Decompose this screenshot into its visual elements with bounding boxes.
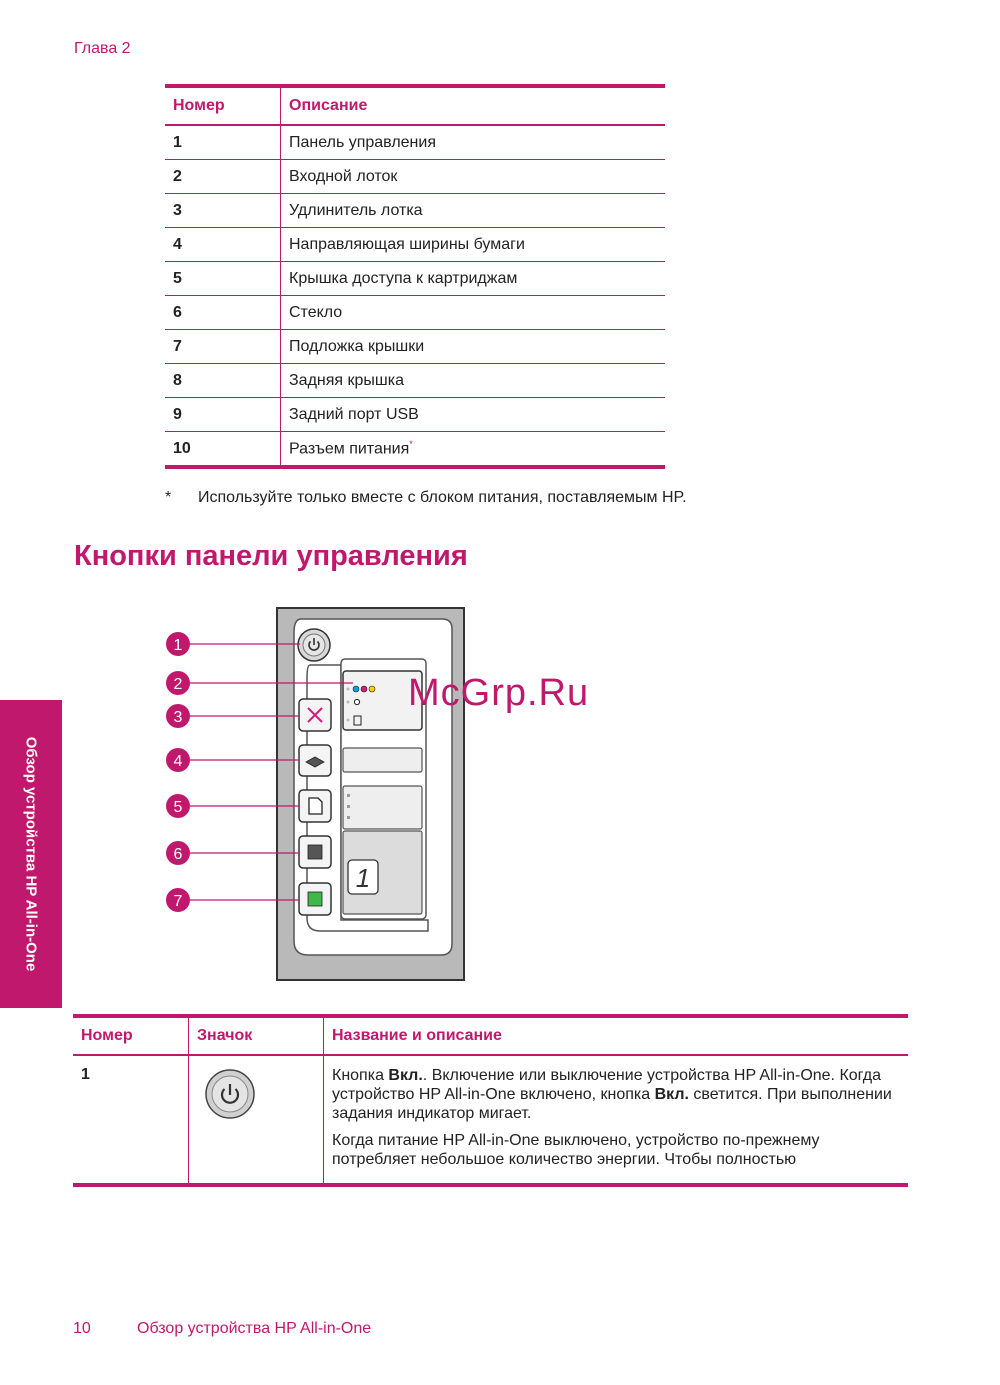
callout-label: 4	[173, 753, 183, 770]
table-row	[165, 160, 665, 194]
part-number: 5	[165, 262, 281, 296]
part-number: 2	[165, 160, 281, 194]
part-description	[281, 432, 666, 468]
description-text: . Включение или выключение устройства HP All-in-One. Когда устройство HP All-in-One включено, кнопка	[332, 1067, 882, 1103]
part-description: Крышка доступа к картриджам	[281, 262, 666, 296]
buttons-header-icon: Значок	[189, 1016, 324, 1055]
part-description: Задний порт USB	[281, 398, 666, 432]
display-led-3	[347, 719, 350, 722]
footnote-text: Используйте только вместе с блоком питания, поставляемым HP.	[198, 489, 687, 506]
green-square-icon	[308, 892, 322, 906]
parts-header-number: Номер	[165, 86, 281, 125]
button-icon-cell	[189, 1055, 324, 1185]
footnote-mark: *	[165, 489, 172, 506]
part-description: Направляющая ширины бумаги	[281, 228, 666, 262]
description-text: Кнопка	[332, 1067, 389, 1084]
display-bar	[343, 748, 422, 772]
display-bar	[343, 786, 422, 829]
power-icon	[197, 1066, 257, 1122]
part-description-text: Разъем питания	[289, 440, 410, 458]
part-number: 8	[165, 364, 281, 398]
side-tab-text: Обзор устройства HP All-in-One	[22, 736, 40, 972]
table-row	[165, 398, 665, 432]
black-square-icon	[308, 845, 322, 859]
table-row	[165, 194, 665, 228]
footer-title: Обзор устройства HP All-in-One	[137, 1320, 372, 1337]
indicator-dot	[347, 805, 350, 808]
display-led-2	[347, 701, 350, 704]
indicator-dot	[347, 816, 350, 819]
part-description: Удлинитель лотка	[281, 194, 666, 228]
callout-label: 1	[173, 637, 183, 654]
table-row	[165, 364, 665, 398]
part-description: Входной лоток	[281, 160, 666, 194]
parts-table	[165, 84, 665, 469]
part-number: 7	[165, 330, 281, 364]
page-number: 10	[73, 1320, 91, 1337]
display-led-1	[347, 688, 350, 691]
section-title: Кнопки панели управления	[74, 540, 468, 572]
chapter-label: Глава 2	[74, 40, 131, 57]
table-row	[73, 1055, 908, 1185]
indicator-dot	[347, 794, 350, 797]
copies-count: 1	[355, 863, 371, 893]
button-name: Вкл.	[388, 1067, 423, 1084]
control-panel-diagram	[160, 605, 470, 985]
table-row	[165, 228, 665, 262]
black-ink-icon	[354, 699, 359, 704]
callout-label: 2	[173, 676, 183, 693]
yellow-ink-icon	[369, 686, 375, 692]
part-description: Подложка крышки	[281, 330, 666, 364]
callout-label: 3	[173, 709, 183, 726]
buttons-header-number: Номер	[73, 1016, 189, 1055]
part-number: 9	[165, 398, 281, 432]
part-number: 10	[165, 432, 281, 468]
table-row	[165, 262, 665, 296]
parts-header-description: Описание	[281, 86, 666, 125]
callout-label: 6	[173, 846, 183, 863]
footnote-marker: *	[409, 438, 413, 449]
button-description	[324, 1055, 909, 1185]
buttons-table	[73, 1014, 908, 1187]
table-row	[165, 125, 665, 160]
button-description-paragraph	[332, 1066, 900, 1123]
table-row	[165, 330, 665, 364]
footnote	[165, 489, 687, 507]
buttons-header-description: Название и описание	[324, 1016, 909, 1055]
side-tab	[0, 700, 62, 1008]
button-number: 1	[73, 1055, 189, 1185]
cyan-ink-icon	[353, 686, 359, 692]
part-number: 1	[165, 125, 281, 160]
magenta-ink-icon	[361, 686, 367, 692]
part-number: 3	[165, 194, 281, 228]
callout-label: 5	[173, 799, 183, 816]
part-description: Панель управления	[281, 125, 666, 160]
paper-size-icon	[309, 798, 322, 814]
page-footer	[73, 1320, 371, 1338]
description-text: светится. При выполнении задания индикатор мигает.	[332, 1086, 892, 1122]
part-number: 4	[165, 228, 281, 262]
table-row	[165, 296, 665, 330]
watermark: McGrp.Ru	[408, 672, 590, 714]
button-name: Вкл.	[654, 1086, 689, 1103]
part-description: Стекло	[281, 296, 666, 330]
part-number: 6	[165, 296, 281, 330]
button-description-paragraph: Когда питание HP All-in-One выключено, устройство по-прежнему потребляет небольшое количество энергии. Чтобы полностью	[332, 1132, 820, 1168]
part-description: Задняя крышка	[281, 364, 666, 398]
table-row	[165, 432, 665, 468]
callout-label: 7	[173, 893, 183, 910]
